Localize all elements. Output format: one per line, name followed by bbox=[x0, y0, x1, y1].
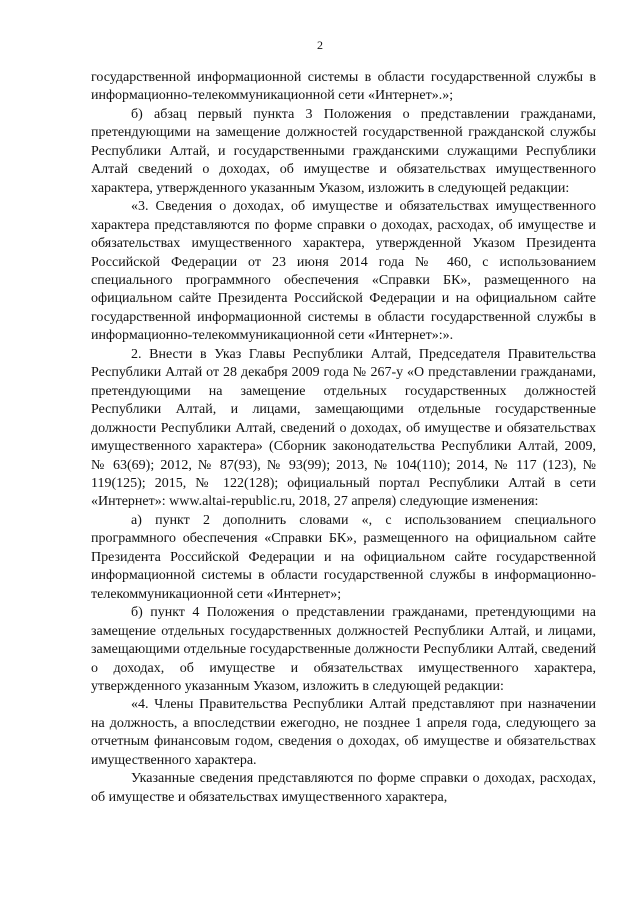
paragraph-item-2: 2. Внести в Указ Главы Республики Алтай, Председателя Правительства Республики Алтай от 28 декабря 2009 года № 267-у «О представлении гражданами, претендующими на замещение отдельных государственных должностей Республики Алтай, и лицами, замещающими отдельные государственные должности Республики Алтай, сведений о доходах, об имуществе и обязательствах имущественного характера» (Сборник законодательства Республики Алтай, 2009, № 63(69); 2012, № 87(93), № 93(99); 2013, № 104(110); 2014, № 117 (123), № 119(125); 2015, № 122(128); официальный портал Республики Алтай в сети «Интернет»: www.altai-republic.ru, 2018, 27 апреля) следующие изменения: bbox=[91, 346, 596, 510]
paragraph-continuation: государственной информационной системы в области государственной службы в информационно-телекоммуникационной сети «Интернет».»; bbox=[91, 70, 596, 104]
paragraph-form-statement: Указанные сведения представляются по форме справки о доходах, расходах, об имуществе и обязательствах имущественного характера, bbox=[91, 771, 596, 805]
paragraph-quoted-item-3: «3. Сведения о доходах, об имуществе и обязательствах имущественного характера представляются по форме справки о доходах, расходах, об имуществе и обязательствах имущественного характера, утвержденной Указом Президента Российской Федерации от 23 июня 2014 года № 460, с использованием специального программного обеспечения «Справки БК», размещенного на официальном сайте Президента Российской Федерации и на официальном сайте государственной информационной системы в области государственной службы в информационно-телекоммуникационной сети «Интернет»:». bbox=[91, 199, 596, 344]
paragraph-quoted-item-4: «4. Члены Правительства Республики Алтай представляют при назначении на должность, а впоследствии ежегодно, не позднее 1 апреля года, следующего за отчетным финансовым годом, сведения о доходах, об имуществе и обязательствах имущественного характера. bbox=[91, 697, 596, 768]
paragraph-amendment-b-2: б) пункт 4 Положения о представлении гражданами, претендующими на замещение отдельных государственных должностей Республики Алтай, и лицами, замещающими отдельные государственные должности Республики Алтай, сведений о доходах, об имуществе и обязательствах имущественного характера, утвержденного указанным Указом, изложить в следующей редакции: bbox=[91, 605, 596, 694]
paragraph-amendment-b: б) абзац первый пункта 3 Положения о представлении гражданами, претендующими на замещение должностей государственной гражданской службы Республики Алтай, и государственными гражданскими служащими Республики Алтай сведений о доходах, об имуществе и обязательствах имущественного характера, утвержденного указанным Указом, изложить в следующей редакции: bbox=[91, 106, 596, 196]
document-body bbox=[91, 69, 596, 807]
page-number: 2 bbox=[317, 38, 323, 52]
paragraph-amendment-a: а) пункт 2 дополнить словами «, с использованием специального программного обеспечения «Справки БК», размещенного на официальном сайте Президента Российской Федерации и на официальном сайте государственной информационной системы в области государственной службы в информационно-телекоммуникационной сети «Интернет»; bbox=[91, 512, 596, 602]
